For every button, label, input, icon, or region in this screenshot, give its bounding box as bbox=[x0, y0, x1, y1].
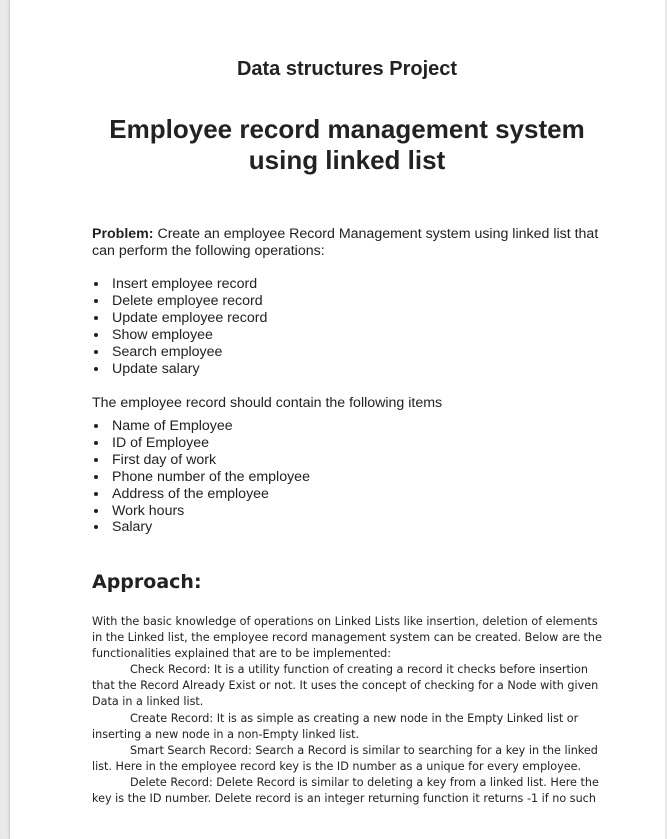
list-item: Update salary bbox=[92, 361, 267, 378]
approach-paragraph: With the basic knowledge of operations on Linked Lists like insertion, deletion of elements in the Linked list, the employee record management system can be created. Below are the functionalities explained that are to be implemented: bbox=[92, 615, 602, 661]
bullet-icon bbox=[94, 333, 98, 337]
list-item: Search employee bbox=[92, 344, 267, 361]
record-items-list bbox=[92, 418, 310, 536]
approach-paragraph: Delete Record: Delete Record is similar to deleting a key from a linked list. Here the key is the ID number. Delete record is an integer returning function it returns -1 if no such bbox=[92, 775, 599, 806]
list-item: Work hours bbox=[92, 503, 310, 520]
list-item: ID of Employee bbox=[92, 435, 310, 452]
bullet-icon bbox=[94, 441, 98, 445]
record-intro: The employee record should contain the following items bbox=[92, 395, 443, 411]
approach-body bbox=[92, 614, 602, 807]
document-subtitle: Data structures Project bbox=[236, 58, 458, 80]
list-item: Phone number of the employee bbox=[92, 469, 310, 486]
list-item: Insert employee record bbox=[92, 276, 267, 293]
bullet-icon bbox=[94, 316, 98, 320]
operations-list bbox=[92, 276, 267, 377]
title-line-2: using linked list bbox=[248, 145, 446, 175]
bullet-icon bbox=[94, 367, 98, 371]
approach-heading: Approach: bbox=[92, 571, 202, 593]
problem-text: Create an employee Record Management system using linked list that can perform the following operations: bbox=[92, 226, 599, 259]
document-page bbox=[10, 0, 665, 839]
bullet-icon bbox=[94, 492, 98, 496]
list-item: Address of the employee bbox=[92, 486, 310, 503]
bullet-icon bbox=[94, 424, 98, 428]
bullet-icon bbox=[94, 458, 98, 462]
list-item: Salary bbox=[92, 519, 310, 536]
list-item: Delete employee record bbox=[92, 293, 267, 310]
bullet-icon bbox=[94, 282, 98, 286]
list-item: Name of Employee bbox=[92, 418, 310, 435]
approach-paragraph: Check Record: It is a utility function of creating a record it checks before insertion that the Record Already Exist or not. It uses the concept of checking for a Node with given Data in a linked list. bbox=[92, 663, 599, 709]
approach-paragraph: Create Record: It is as simple as creating a new node in the Empty Linked list or inserting a new node in a non-Empty linked list. bbox=[92, 711, 579, 741]
list-item: Update employee record bbox=[92, 310, 267, 327]
title-line-1: Employee record management system bbox=[109, 114, 585, 144]
document-title bbox=[82, 114, 612, 176]
bullet-icon bbox=[94, 350, 98, 354]
list-item: First day of work bbox=[92, 452, 310, 469]
approach-paragraph: Smart Search Record: Search a Record is similar to searching for a key in the linked list. Here in the employee record key is the ID number as a unique for every employee. bbox=[92, 743, 598, 773]
bullet-icon bbox=[94, 509, 98, 513]
problem-statement bbox=[92, 226, 602, 260]
problem-label: Problem: bbox=[92, 226, 154, 242]
bullet-icon bbox=[94, 299, 98, 303]
bullet-icon bbox=[94, 525, 98, 529]
bullet-icon bbox=[94, 475, 98, 479]
list-item: Show employee bbox=[92, 327, 267, 344]
